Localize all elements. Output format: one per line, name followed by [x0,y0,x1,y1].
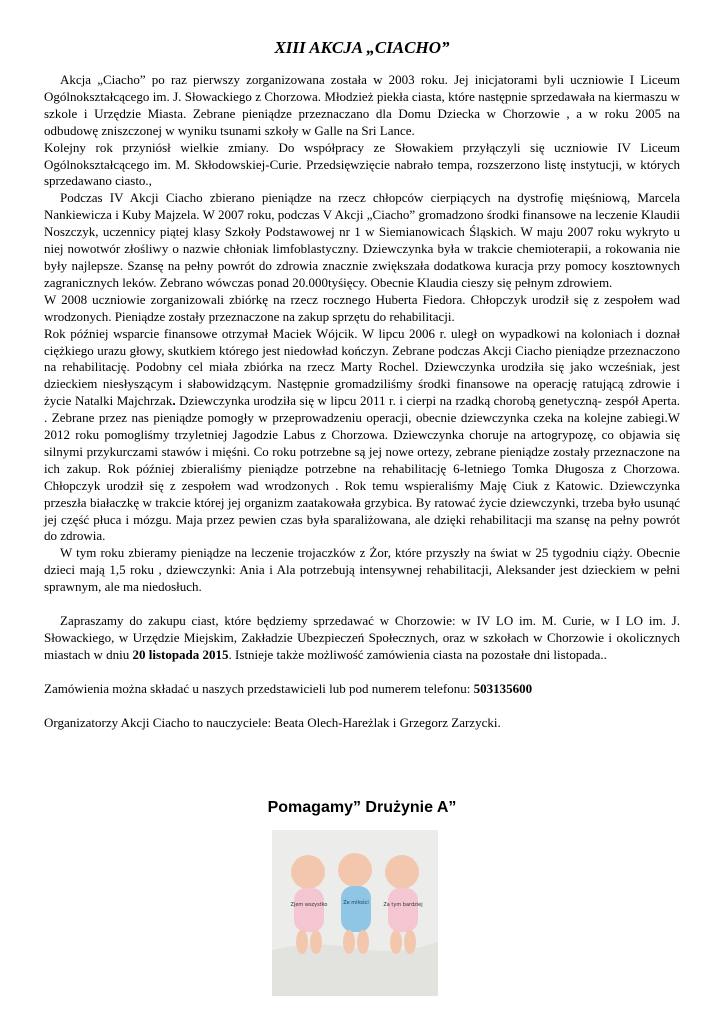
paragraph-invitation [44,613,680,664]
paragraph-organizers: Organizatorzy Akcji Ciacho to nauczyciele: Beata Olech-Hareżlak i Grzegorz Zarzycki. [44,714,501,730]
paragraph-expansion: Kolejny rok przyniósł wielkie zmiany. Do współpracy ze Słowakiem przyłączyli się uczniowie IV Liceum Ogólnokształcącego im. M. Skłodowskiej-Curie. Przedsięwzięcie nabrało tempa, rozszerzono listę instytucji, w których sprzedawano ciasto., [44,139,680,189]
onesie-left-text: Zjem wszystko [290,902,328,908]
invitation-text-b: . Istnieje także możliwość zamówienia ciasta na pozostałe dni listopada.. [228,646,607,662]
baby-middle-onesie [341,886,371,932]
triplets-photo [272,830,438,996]
baby-right-leg-2 [404,930,416,954]
baby-left-leg [296,930,308,954]
section-subtitle: Pomagamy” Drużynie A” [267,799,457,816]
baby-middle-head [338,853,372,887]
baby-right-onesie [388,888,418,932]
baby-left-leg-2 [310,930,322,954]
paragraph-akcja-iv-v: Podczas IV Akcji Ciacho zbierano pieniądze na rzecz chłopców cierpiących na dystrofię mięśniową, Marcela Nankiewicza i Kuby Majzela. W 2007 roku, podczas V Akcji „Ciacho” gromadzono środki finansowe na leczenie Klaudii Noszczyk, uczennicy piątej klasy Szkoły Podstawowej nr 1 w Siemianowicach Śląskich. W maju 2007 roku wykryto u niej nowotwór złośliwy o nazwie chłoniak limfoblastyczny. Dziewczynka była w trakcie chemioterapii, a rokowania nie były najlepsze. Szansę na pełny powrót do zdrowia znacznie zwiększała dodatkowa kuracja przy pomocy kosztownych zagranicznych leków. Zebrano wówczas ponad 20.000tyśięcy. Obecnie Klaudia cieszy się pełnym zdrowiem. [44,190,680,290]
beneficiaries-bold-dot: . [172,393,176,409]
onesie-middle-text: Ze miłości [343,900,369,906]
baby-middle-leg-2 [357,930,369,954]
onesie-right-text: Za tym bardziej [383,902,423,908]
paragraph-orders [44,681,680,698]
baby-right-leg [390,930,402,954]
sale-date: 20 listopada 2015 [132,646,229,662]
paragraph-beneficiaries [44,326,680,546]
invitation-text-a: Zapraszamy do zakupu ciast, które będziemy sprzedawać w Chorzowie: w IV LO im. M. Curie, w I LO im. J. Słowackiego, w Urzędzie Miejskim, Zakładzie Ubezpieczeń Społecznych, oraz w szkołach w Chorzowie i okolicznych miastach w dniu [44,613,680,662]
baby-left-head [291,855,325,889]
paragraph-history: Akcja „Ciacho” po raz pierwszy zorganizowana została w 2003 roku. Jej inicjatorami byli uczniowie I Liceum Ogólnokształcącego im. J. Słowackiego z Chorzowa. Młodzież piekła ciasta, które następnie sprzedawała na kiermaszu w szkole i Urzędzie Miasta. Zebrane pieniądze przeznaczano dla Domu Dziecka w Chorzowie , a w roku 2005 na odbudowę zniszczonej w wyniku tsunami szkoły w Galle na Sri Lance. [44,72,680,138]
page-title: XIII AKCJA „CIACHO” [274,38,450,57]
phone-number: 503135600 [473,680,533,696]
paragraph-2008: W 2008 uczniowie zorganizowali zbiórkę na rzecz rocznego Huberta Fiedora. Chłopczyk urodził się z zespołem wad wrodzonych. Pieniądze zostały przeznaczone na zakup sprzętu do rehabilitacji. [44,291,680,324]
orders-text: Zamówienia można składać u naszych przedstawicieli lub pod numerem telefonu: [44,680,474,696]
baby-middle-leg [343,930,355,954]
beneficiaries-text-a: Rok później wsparcie finansowe otrzymał Maciek Wójcik. W lipcu 2006 r. uległ on wypadkowi na koloniach i doznał ciężkiego urazu głowy, skutkiem którego jest niedowład kończyn. Zebrane podczas Akcji Ciacho pieniądze przeznaczono na rehabilitację. Podobny cel miała zbiórka na rzecz Marty Rochel. Dziewczynka urodziła się jako wcześniak, jest dzieckiem niesłyszącym i słabowidzącym. Następnie gromadziliśmy środki finansowe na operację ratującą zdrowie i życie Natalki Majchrzak [44,325,680,409]
baby-right-head [385,855,419,889]
article-body [44,72,680,732]
beneficiaries-text-b: Dziewczynka urodziła się w lipcu 2011 r. i cierpi na rzadką chorobą genetyczną- zespół Aperta. . Zebrane przez nas pieniądze pomogły w przeprowadzeniu operacji, obecnie dziewczynka czeka na kolejne zabiegi.W 2012 roku pomogliśmy trzyletniej Jagodzie Labus z Chorzowa. Dziewczynka choruje na artogrypozę, co objawia się silnymi przykurczami stawów i mięśni. Co roku potrzebne są jej nowe ortezy, zebrane pieniądze zostały przeznaczone na ich zakup. Rok później zbieraliśmy pieniądze potrzebne na rehabilitację 6-letniego Tomka Długosza z Chorzowa. Chłopczyk urodził się z zespołem wad wrodzonych . Rok temu wspieraliśmy Maję Ciuk z Katowic. Dziewczynka przeszła białaczkę w trakcie której jej organizm zaatakowała grzybica. By ratować życie dziewczynki, trzeba było usunąć jej część płuca i mózgu. Maja przez pewien czas była sparaliżowana, ale dzięki rehabilitacji ma szansę na pełny powrót do zdrowia. [44,393,681,544]
baby-left-onesie [294,888,324,932]
paragraph-triplets: W tym roku zbieramy pieniądze na leczenie trojaczków z Żor, które przyszły na świat w 25 tygodniu ciąży. Obecnie dzieci mają 1,5 roku , dziewczynki: Ania i Ala potrzebują intensywnej rehabilitacji, Aleksander jest dzieckiem w pełni sprawnym, ale ma niedosłuch. [44,545,680,595]
